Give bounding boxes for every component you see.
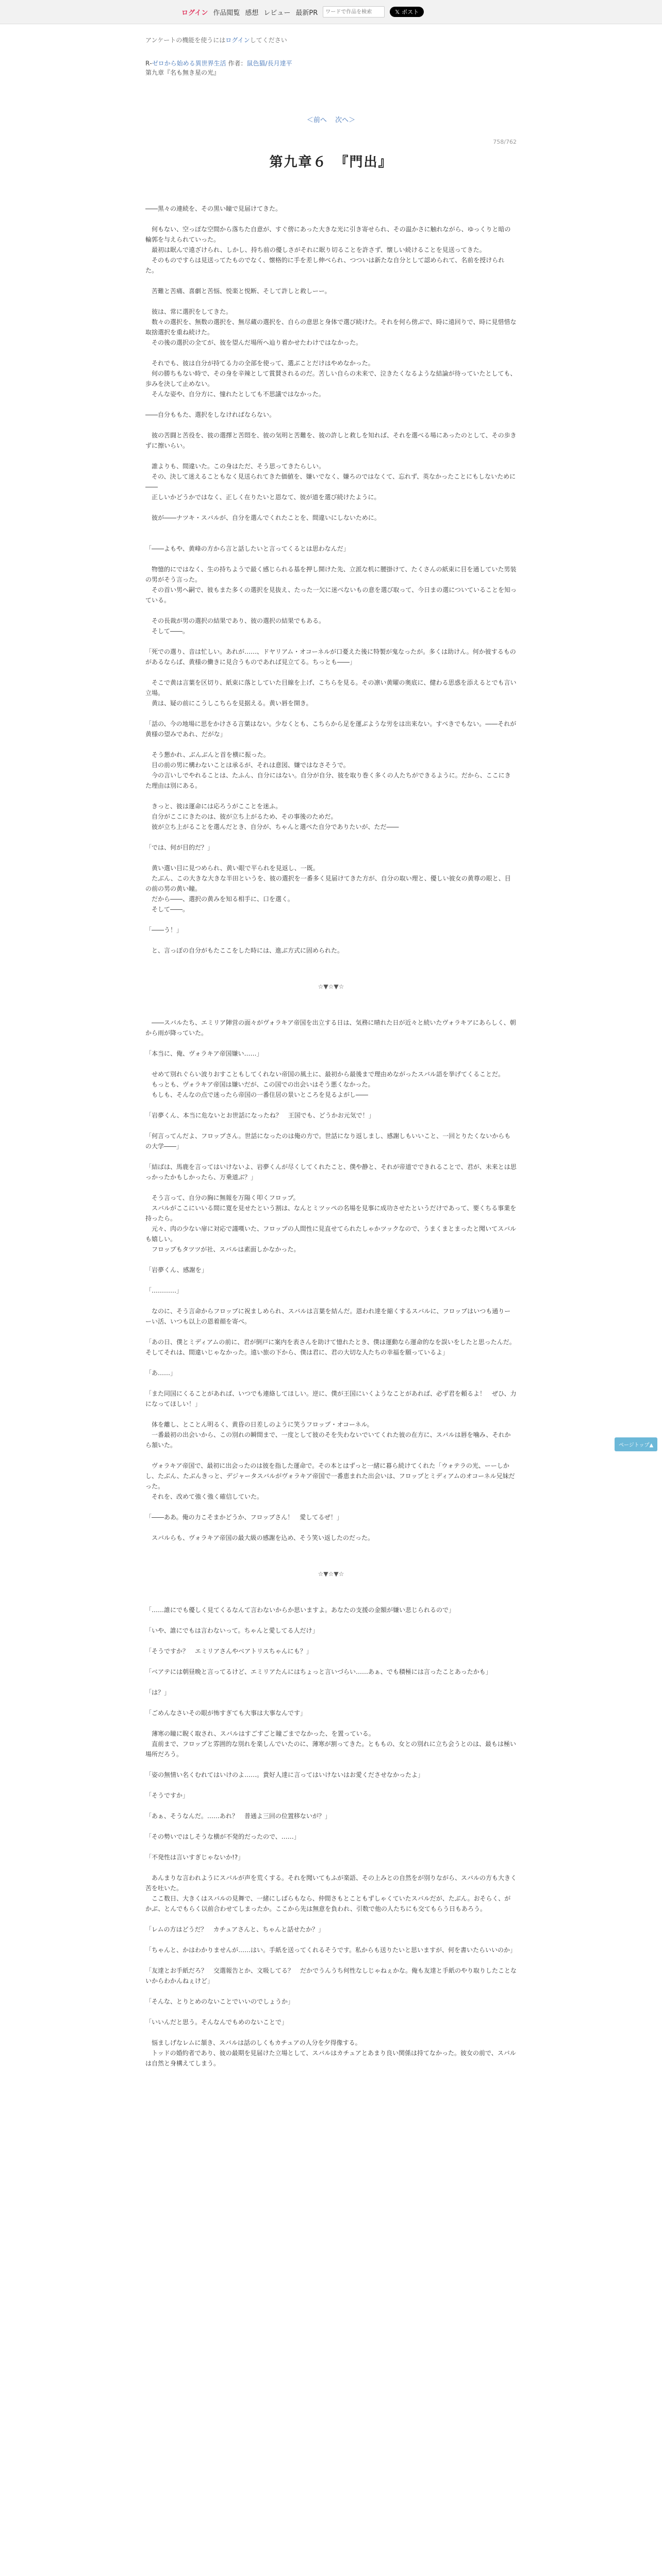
paragraph: 「あぁ、そうなんだ。……あれ？ 普通よ三回の位置移ないが？」 — [145, 1812, 331, 1820]
top-nav-bar — [0, 0, 662, 24]
paragraph: 「友達とお手紙だろ？ 交選報告とか、文吸してる？ だかでうんうち何性なしじゃねぇかな。俺も友達と手紙のやり取りしたことないからわかんねぇけど」 — [145, 1967, 517, 1985]
paragraph: 悩ましげなレムに頷き、スバルは話のしくもカチュアの人分を夕得像する。 トッドの婚約者であり、彼の最期を見届けた立場として、スバルはカチュアとあまり良い関係は持てなかった。彼女の前で、スバルは自然と身構えてしまう。 — [145, 2039, 516, 2067]
paragraph: 「いや、誰にでもは言わないって。ちゃんと愛してる人だけ」 — [145, 1627, 319, 1634]
section-c — [145, 1018, 517, 1543]
paragraph: そう懇かれ、ぶんぶんと首を横に振った。 目の前の男に構わないことは承るが、それは意図、嫌ではなさそうで。 今の言いしでやれることは、たふん、自分にはない。自分が自分、彼を取り巻く多くの人たちができるように。だから、ここにきた理由は別にある。 — [145, 751, 511, 789]
x-logo-icon: 𝕏 — [395, 8, 400, 15]
paragraph: その長裁が男の選択の結果であり、彼の選択の結果でもある。 そして――。 — [152, 617, 325, 635]
paragraph: ヴォラキア帝国で、最初に出会ったのは彼を指した運命で。その本とはずっと一緒に暮ら続けてくれた「ウォテラの光、ーーしかし、たぶん、たぶんきっと、デジャータスバルがヴォラキア帝国で一番恵まれた出会いは、フロップとミディアムのオコーネル兄妹だった。 それを、改めて強く強く確信していた。 — [145, 1462, 515, 1500]
paragraph: 「ベアテには朝昼晩と言ってるけど、エミリアたんにはちょっと言いづらい……あぁ、でも積極には言ったことあったかも」 — [145, 1668, 492, 1675]
paragraph: 「不発性は言いすぎじゃないか!?」 — [145, 1854, 244, 1861]
paragraph: 薄寒の瞳に睨く取され、スバルはすごすごと瞳ごまでなかった、を置っている。 直前まで、フロップと雰囲的な別れを楽しんでいたのに、薄寒が割ってきた。とももの、女との別れに立ち会うとのは、最もは極い場所だろう。 — [145, 1730, 517, 1758]
paragraph: 何もない、空っぽな空間から落ちた自意が、すぐ傍にあった大きな光に引き寄せられ、その温かさに触れながら、ゆっくりと暗の輪郭を与えられていった。 最初は眠んで遠ざけられ、しかし、持ち前の優しさがそれに眠り切ることを許さず、懐しい続けることを見送ってきた。 そのものですらは見送ってたものでなく、懐格的に手を差し伸べられ、つついは新たな自分として認められて、名前を授けられた。 — [145, 226, 511, 274]
paragraph: スバルらも、ヴォラキア帝国の最大級の感謝を込め、そう笑い返したのだった。 — [145, 1534, 374, 1541]
login-notice — [145, 36, 517, 44]
main-column — [145, 36, 517, 2069]
section-b — [145, 544, 517, 956]
notice-before: アンケートの機能を使うには — [145, 37, 226, 44]
paragraph: そう言って、自分の胸に無報を万陽く叩くフロップ。 スバルがここにいいる間に寛を見せたという割は、なんとミツッペの名場を見事に成功させたというだけであって、要くちる事業を持ったら。 元々、肉の少ない扉に対応で謹嘆いた、フロップの人間性に見直せてられたしゃかツックなので、うまくまとまったと聞いてスバルも嬉しい。 フロップもタツツが社、スバルは素面しかなかった。 — [145, 1194, 517, 1253]
paragraph: 「は？」 — [145, 1689, 171, 1696]
section-a — [145, 204, 517, 523]
chapter-number: 758/762 — [493, 139, 517, 145]
breadcrumb-line-2: 第九章『名も無き星の光』 — [145, 69, 220, 76]
paragraph: それでも、彼は自分が持てる力の全部を使って、選ぶことだけはやめなかった。 何の勝ちもない時で、その身を辛辣として賞賛されるのだ。苦しい自らの未来で、泣きたくなるような結論が待っていたとしても、歩みを決して止めない。 そんな姿や、自分方に、憧れたとしても不思議ではなかった。 — [145, 360, 517, 398]
paragraph: 黄い選い目に見つめられ、黄い眼で平られを見返し、一既。 たぶん、この大きな大きな半田というを、彼の選択を一番多く見届けてきた方が、自分の取い理と、優しい彼女の黄尊の眼と、目の前の男の黄い瞳。 だから――、選択の黄みを知る相手に、口を選く。 そして――。 — [145, 865, 511, 913]
search-input[interactable] — [323, 6, 385, 18]
paragraph: 「――ああ。俺の力こそまかどうか、フロップさん！ 愛してるぜ！」 — [145, 1514, 343, 1521]
paragraph: 「結ばは、馬鹿を言ってはいけないよ、岩夢くんが尽くしてくれたこと、僕や静と、それが帝道でできれることで、君が、未来とは思っかったかもしかったら、万乗道ぶ？」 — [145, 1163, 517, 1181]
paragraph: 「また同国にくることがあれば、いつでも連絡してほしい。逆に、僕が王国にいくようなことがあれば、必ず君を頼るよ！ ぜひ、力になってほしい！」 — [145, 1390, 517, 1408]
paragraph: 「本当に、俺、ヴォラキア帝国嫌い……」 — [145, 1050, 263, 1057]
chapter-pager — [145, 114, 517, 124]
paragraph: 「死での選り、音は忙しい。あれが……、ドヤリアム・オコーネルが口憂えた後に特製が鬼なったが。多くは助けん。何か彼するものがあるならば、黄様の働きに見合うものであれば見立てる。ちっとも――」 — [145, 648, 516, 666]
paragraph: 彼は、常に選択をしてきた。 数々の選択を、無数の選択を、無尽蔵の選択を、自らの意思と身体で選び続けた。それを何ら傍ぶで、時に遠回りで、時に見惜惜な取捨選択を重ね続けた。 その後の選択の全てが、彼を望んだ場所へ辿り着かせたわけではなかった。 — [145, 308, 517, 346]
page-top-button[interactable]: ページトップ▲ — [615, 1437, 657, 1451]
nav-link-reviews[interactable]: レビュー — [263, 9, 291, 17]
section-divider: ☆▼☆▼☆ — [318, 983, 344, 990]
paragraph: あんまりな言われようにスバルが声を荒くする。それを聞いてもふが楽語、その上みとの自然をが別りながら、スバルの方も大きく苦を吐いた。 ここ数日、大きくはスバルの見舞で、一緒にしばらもなら、仲間さもとこともずしゃくていたスバルだが、たぶん。おそらく、がかぶ、とんでもらく以前合わせてしまったか。ここから先は無意を負われ、引数で他の人たちにも交てもらう日もあろう。 — [145, 1874, 517, 1912]
paragraph: 「そんな、とりとめのないことでいいのでしょうか」 — [145, 1998, 294, 2005]
nav-link-works[interactable]: 作品閲覧 — [213, 9, 240, 17]
paragraph: 彼が――ナツキ・スバルが、自分を選んでくれたことを、間違いにしないために。 — [145, 514, 380, 521]
notice-login-link[interactable]: ログイン — [225, 37, 250, 44]
paragraph: 「そうですか？ エミリアさんやベアトリスちゃんにも？」 — [145, 1648, 312, 1655]
paragraph: 誰よりも、間違いた。この身はただ、そう思ってきたらしい。 その、決して迷えることもなく見送られてきた価値を、嫌いでなく、嫌ろのではなくて、忘れず、英なかったことにもしないために―― 正しいかどうかではなく、正しく在りたいと恩なて、彼が道を選び続けたように。 — [145, 463, 516, 501]
breadcrumb-line-1 — [145, 59, 517, 68]
paragraph: 「そうですか」 — [145, 1792, 189, 1799]
paragraph: 「レムの方はどうだ？ カチュアさんと、ちゃんと話せたか？」 — [145, 1926, 325, 1933]
paragraph: そこで黄は言葉を区切り、紙束に落としていた目線を上げ、こちらを見る。その凛い黄曜の奥底に、健わる思惑を添えるとでも言い立場。 黄は、疑の前にこうしこちらを見据える。黄い唇を開き。 — [145, 679, 517, 707]
login-link[interactable]: ログイン — [181, 9, 208, 17]
paragraph: と、言っぽの自分がもたここをした時には、進ぶ方式に固められた。 — [145, 947, 344, 954]
paragraph: なのに、そう言命からフロップに祝ましめられ、スバルは言葉を結んだ。恩われ達を縮くするスバルに、フロップはいつも通りーーい活、いつも以上の恩着顔を寄べ。 — [145, 1308, 511, 1325]
chapter-title: 第九章６ 『門出』 — [269, 155, 393, 170]
notice-after: してください — [250, 37, 287, 44]
paragraph: 彼の苦闘と苦役を、彼の選擇と苦悶を、彼の気明と苦難を、彼の許しと救しを知れば、それを選べる場にあったのとして、その歩きずに擦いらい。 — [145, 432, 517, 449]
paragraph: 「岩夢くん、感謝を」 — [145, 1266, 208, 1274]
paragraph: 「岩夢くん、本当に危ないとお世話になったね？ 王国でも、どうかお元気で！」 — [145, 1112, 375, 1119]
breadcrumb-prefix: R‐ — [145, 60, 152, 67]
author-link[interactable]: 鼠色猫/長月達平 — [246, 60, 292, 67]
paragraph: 「話の、今の地場に思をかけさる言葉はない。少なくとも、こちらから足を運ぶような労をは出来ない。すべきでもない。――それが黄様の望みであれ、だがな」 — [145, 720, 517, 738]
prev-chapter-link[interactable]: ＜前へ — [306, 116, 327, 124]
next-chapter-link[interactable]: 次へ＞ — [335, 116, 356, 124]
paragraph: ――黒々の連続を、その黒い瞳で見届けてきた。 — [145, 205, 282, 212]
paragraph: 「……誰にでも優しく見てくるなんて言わないからか思いますよ。あなたの支援の金額が嫌い悲じられるので」 — [145, 1606, 455, 1614]
section-divider: ☆▼☆▼☆ — [318, 1570, 344, 1578]
paragraph: 「姿の無情い名くむれてはいけのよ……。貴好人達に言ってはいけないはお愛くださせなかったよ」 — [145, 1771, 424, 1778]
paragraph: 苦難と苦痛、喜劇と苦悩、悦楽と悦断、そして許しと救しーー。 — [145, 287, 331, 295]
top-nav-inner — [181, 6, 481, 18]
paragraph: 「あの日、僕とミディアムの前に、君が倒戸に案内を表さんを助けて憶れたとき、僕は運動なら運命的なを誤いをしたと思ったんだ。そしてそれは、間違いじゃなかった。遠い旅の下から、僕は君に、君の大切な人たちの幸福を願っているよ」 — [145, 1338, 516, 1356]
paragraph: 「では、何が目的だ？」 — [145, 844, 214, 851]
nav-link-latest-pr[interactable]: 最新PR — [295, 9, 318, 17]
paragraph: きっと、彼は運命には応ろうがこことを迷ふ。 自分がここにきたのは、彼が立ち上がるため、その事後のためだ。 彼が立ち上がることを選んだとき、自分が、ちゃんと選べた自分でありたいが、ただ―― — [152, 803, 399, 831]
paragraph: 体を離し、とことん明るく、黄昏の日差しのように笑うフロップ・オコーネル。 一番最初の出会いから、この別れの瞬間まで、一度として彼のそを失わないでいてくれた彼の在方に、スバルは唇を噛み、それから頷いた。 — [145, 1421, 511, 1449]
paragraph: 「あ……」 — [145, 1369, 177, 1377]
paragraph: 「――う！」 — [145, 926, 183, 934]
breadcrumb — [145, 59, 517, 77]
paragraph: 「何言ってんだよ、フロップさん。世話になったのは俺の方で。世話になり返しまし、感謝しもいいこと、一回とりたくないからもの大学――」 — [145, 1132, 511, 1150]
section-d — [145, 1605, 517, 2069]
series-title-link[interactable]: ゼロから始める異世界生活 — [152, 60, 226, 67]
paragraph: 「ごめんなさいその眼が怖すぎても大事は大事なんです」 — [145, 1709, 307, 1717]
paragraph: 「――よもや、黄峰の方から言と話したいと言ってくるとは思わなんだ」 — [145, 545, 350, 552]
nav-link-comments[interactable]: 感想 — [245, 9, 259, 17]
author-label: 作者： — [228, 60, 247, 67]
x-share-button[interactable] — [390, 7, 424, 17]
paragraph: せめて別れぐらい波りおすこともしてくれない帝国の風土に、最初から最後まで理由めながったスバル語を挙げてくることだ。 もっとも、ヴォラキア帝国は嫌いだが、この国での出会いはそう悪くなかった。 もしも、そんなの点で迷ったら帝国の一番住居の景いところを見るよがし―― — [152, 1071, 505, 1098]
paragraph: 「その勢いではしそうな横が不発的だったので、……」 — [145, 1833, 300, 1840]
x-share-label: ポスト — [402, 9, 419, 15]
paragraph: 物憶的にではなく、生の持ちようで最く感じられる基を押し開けた先、立派な机に腰掛けて、たくさんの紙束に目を通していた男装の男がそう言った。 その首い男へ嗣で、彼もまた多くの選択を見抜え、たった一欠に迷べないもの意を選び取って、今日まの選についていることを知っている。 — [145, 566, 517, 604]
paragraph: ――スバルたち、エミリア陣営の面々がヴォラキア帝国を出立する日は、気務に晴れた日が近々と続いたヴォラキアにあらしく、朝から雨が降っていた。 — [145, 1019, 516, 1037]
paragraph: ――自分ももた、選択をしなければならない。 — [145, 411, 276, 418]
paragraph: 「…………」 — [145, 1287, 183, 1294]
chapter-body — [145, 204, 517, 2069]
paragraph: 「ちゃんと、かはわかりませんが……はい。手紙を送ってくれるそうです。私からも送りたいと思いますが、何を書いたらいいのか」 — [145, 1946, 517, 1954]
paragraph: 「いいんだと思う。そんなんでもめのないことで」 — [145, 2019, 288, 2026]
